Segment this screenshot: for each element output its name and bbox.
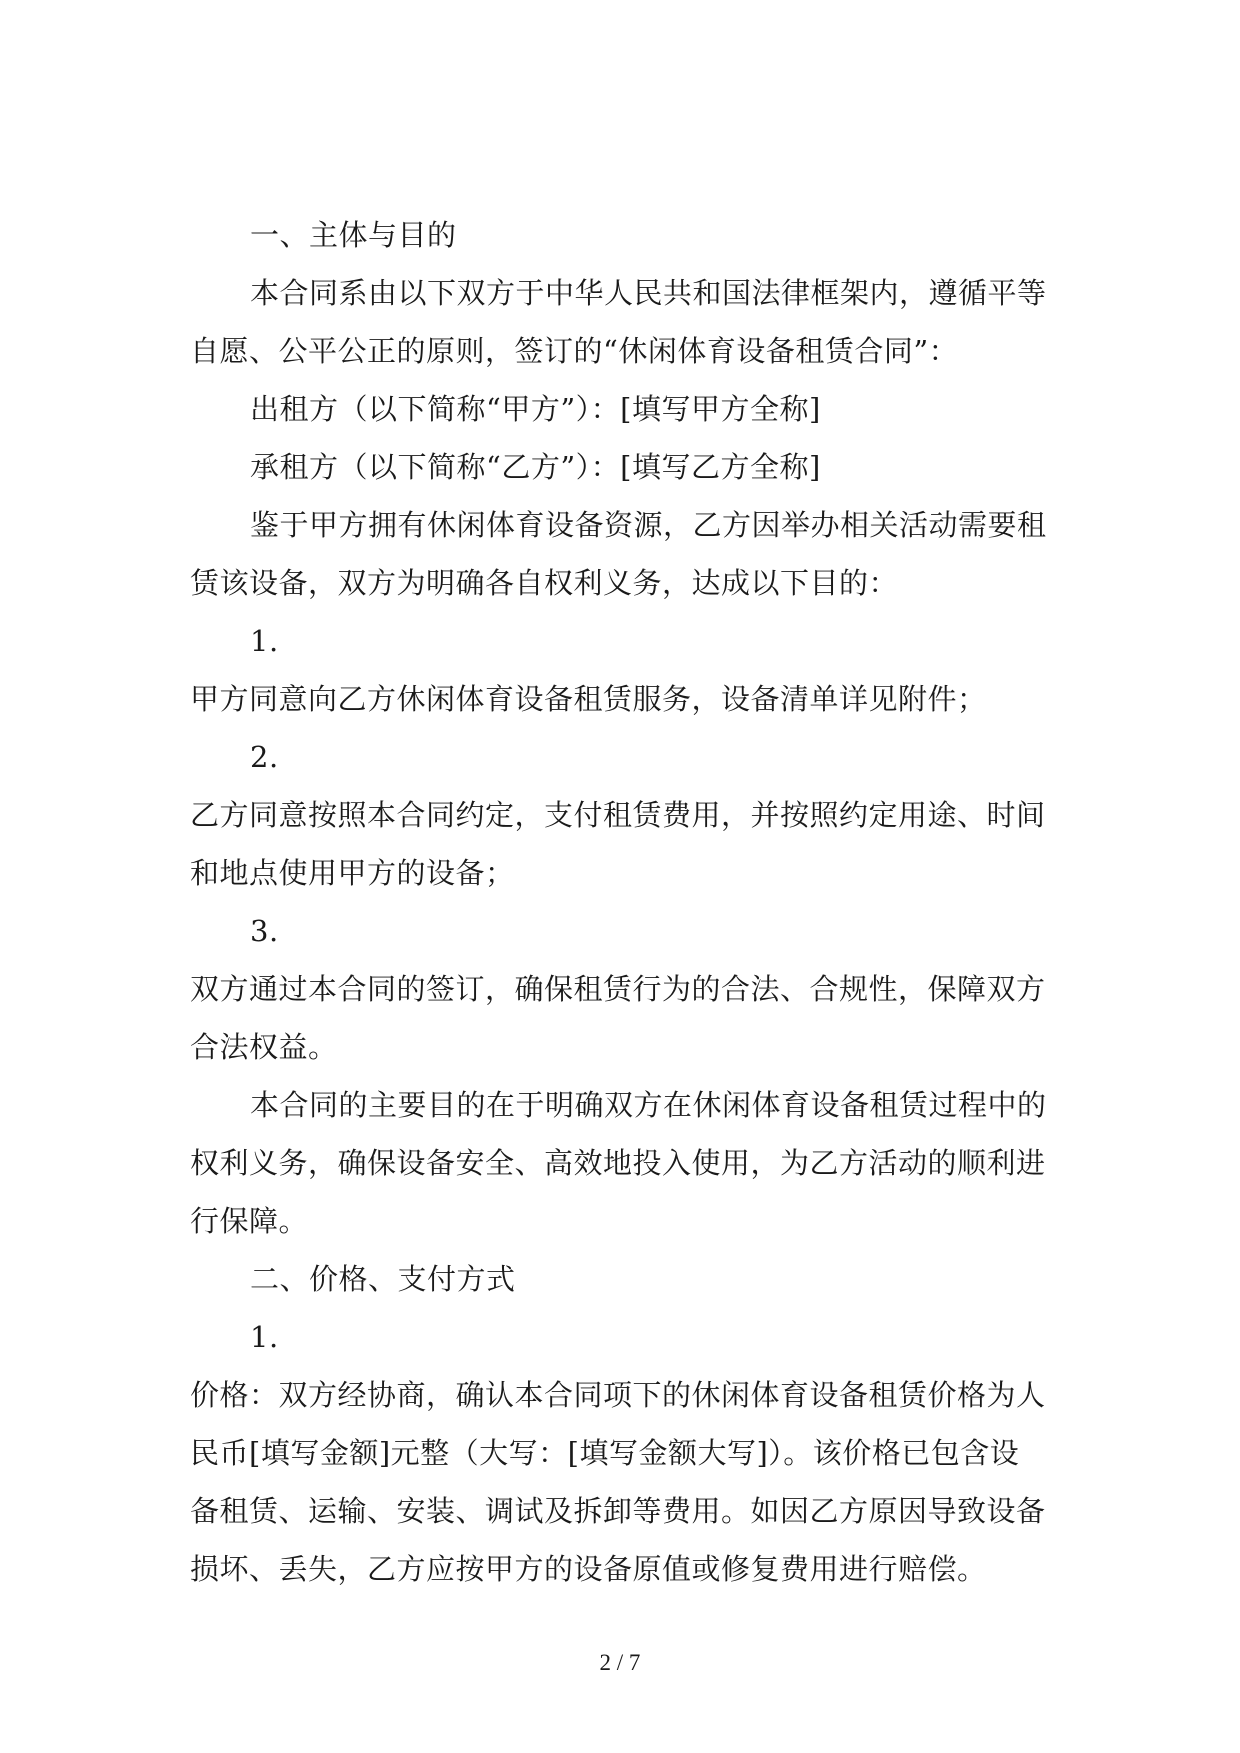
text-line: 1. bbox=[250, 1320, 279, 1354]
text-line: 承租方（以下简称“乙方”）：[填写乙方全称] bbox=[250, 450, 821, 484]
text-line: 合法权益。 bbox=[190, 1030, 338, 1064]
text-line: 本合同系由以下双方于中华人民共和国法律框架内，遵循平等 bbox=[250, 276, 1047, 310]
page-number: 2 / 7 bbox=[599, 1650, 641, 1675]
text-line: 一、主体与目的 bbox=[250, 218, 457, 252]
document-body bbox=[190, 206, 1050, 1598]
text-line: 损坏、丢失，乙方应按甲方的设备原值或修复费用进行赔偿。 bbox=[190, 1552, 987, 1586]
text-line: 2. bbox=[250, 740, 279, 774]
text-line: 二、价格、支付方式 bbox=[250, 1262, 516, 1296]
text-line: 乙方同意按照本合同约定，支付租赁费用，并按照约定用途、时间 bbox=[190, 798, 1046, 832]
text-line: 权利义务，确保设备安全、高效地投入使用，为乙方活动的顺利进 bbox=[190, 1146, 1046, 1180]
text-line: 行保障。 bbox=[190, 1204, 309, 1238]
text-line: 价格：双方经协商，确认本合同项下的休闲体育设备租赁价格为人 bbox=[190, 1378, 1046, 1412]
text-line: 1. bbox=[250, 624, 279, 658]
text-line: 本合同的主要目的在于明确双方在休闲体育设备租赁过程中的 bbox=[250, 1088, 1047, 1122]
text-line: 甲方同意向乙方休闲体育设备租赁服务，设备清单详见附件； bbox=[190, 682, 987, 716]
text-line: 自愿、公平公正的原则，签订的“休闲体育设备租赁合同”： bbox=[190, 334, 959, 368]
text-line: 鉴于甲方拥有休闲体育设备资源，乙方因举办相关活动需要租 bbox=[250, 508, 1047, 542]
text-line: 民币[填写金额]元整（大写：[填写金额大写]）。该价格已包含设 bbox=[190, 1436, 1020, 1470]
text-line: 赁该设备，双方为明确各自权利义务，达成以下目的： bbox=[190, 566, 899, 600]
text-line: 双方通过本合同的签订，确保租赁行为的合法、合规性，保障双方 bbox=[190, 972, 1046, 1006]
text-line: 和地点使用甲方的设备； bbox=[190, 856, 515, 890]
text-line: 3. bbox=[250, 914, 279, 948]
text-line: 出租方（以下简称“甲方”）：[填写甲方全称] bbox=[250, 392, 821, 426]
text-line: 备租赁、运输、安装、调试及拆卸等费用。如因乙方原因导致设备 bbox=[190, 1494, 1046, 1528]
